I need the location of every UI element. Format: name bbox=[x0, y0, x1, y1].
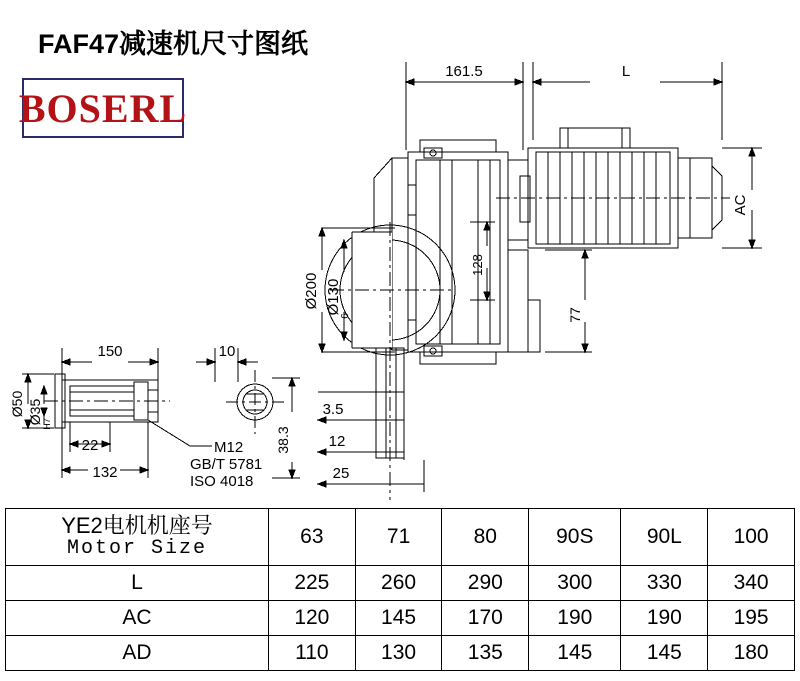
cell-AD-1: 130 bbox=[355, 636, 442, 671]
dim-L: L bbox=[621, 63, 631, 80]
dim-AC: AC bbox=[732, 194, 749, 216]
dim-22: 22 bbox=[81, 437, 99, 454]
dim-38-3: 38.3 bbox=[275, 426, 291, 454]
table-header-size-0: 63 bbox=[269, 509, 356, 566]
cell-AD-5: 180 bbox=[708, 636, 795, 671]
table-header-size-1: 71 bbox=[355, 509, 442, 566]
cell-AD-4: 145 bbox=[621, 636, 708, 671]
row-label-AC: AC bbox=[6, 601, 269, 636]
dim-132: 132 bbox=[92, 464, 118, 481]
dim-150: 150 bbox=[97, 343, 123, 360]
table-header-size-5: 100 bbox=[708, 509, 795, 566]
table-header-size-4: 90L bbox=[621, 509, 708, 566]
table-row bbox=[6, 636, 795, 671]
cell-L-1: 260 bbox=[355, 566, 442, 601]
cell-AD-2: 135 bbox=[442, 636, 529, 671]
dim-128: 128 bbox=[470, 254, 485, 276]
table-row bbox=[6, 566, 795, 601]
dim-161-5: 161.5 bbox=[445, 63, 483, 80]
cell-AC-5: 195 bbox=[708, 601, 795, 636]
brand-logo-text: BOSERL bbox=[18, 85, 188, 131]
cell-AD-3: 145 bbox=[529, 636, 621, 671]
motor-size-label-en: Motor Size bbox=[66, 537, 208, 561]
dim-12: 12 bbox=[328, 433, 346, 450]
dim-diameter-35-tol: H7 bbox=[42, 418, 52, 430]
cell-L-3: 300 bbox=[529, 566, 621, 601]
page-title: FAF47减速机尺寸图纸 bbox=[38, 29, 309, 59]
cell-L-5: 340 bbox=[708, 566, 795, 601]
dim-77: 77 bbox=[567, 307, 583, 323]
cell-L-2: 290 bbox=[442, 566, 529, 601]
dim-diameter-200: Ø200 bbox=[303, 272, 320, 310]
motor-size-label-cn: YE2电机机座号 bbox=[61, 513, 213, 539]
table-header-size-3: 90S bbox=[529, 509, 621, 566]
cell-AC-0: 120 bbox=[269, 601, 356, 636]
bolt-spec-m12: M12 bbox=[214, 439, 244, 456]
cell-AC-3: 190 bbox=[529, 601, 621, 636]
table-header-motor-size bbox=[6, 509, 269, 566]
cell-L-0: 225 bbox=[269, 566, 356, 601]
table-row bbox=[6, 601, 795, 636]
cell-L-4: 330 bbox=[621, 566, 708, 601]
dim-diameter-35: Ø35 bbox=[27, 398, 43, 426]
dim-25: 25 bbox=[332, 465, 350, 482]
dim-diameter-50: Ø50 bbox=[9, 390, 25, 418]
dim-diameter-130-tol: 6 bbox=[340, 313, 351, 319]
bolt-spec-iso: ISO 4018 bbox=[190, 473, 254, 490]
cell-AD-0: 110 bbox=[269, 636, 356, 671]
table-header-size-2: 80 bbox=[442, 509, 529, 566]
cell-AC-2: 170 bbox=[442, 601, 529, 636]
dim-diameter-130: Ø130 bbox=[325, 278, 342, 316]
dim-3-5: 3.5 bbox=[322, 401, 344, 418]
row-label-AD: AD bbox=[6, 636, 269, 671]
spec-table bbox=[5, 508, 795, 671]
cell-AC-4: 190 bbox=[621, 601, 708, 636]
bolt-spec-gbt: GB/T 5781 bbox=[190, 456, 263, 473]
dim-10: 10 bbox=[218, 343, 236, 360]
cell-AC-1: 145 bbox=[355, 601, 442, 636]
row-label-L: L bbox=[6, 566, 269, 601]
table-row-header bbox=[6, 509, 795, 566]
